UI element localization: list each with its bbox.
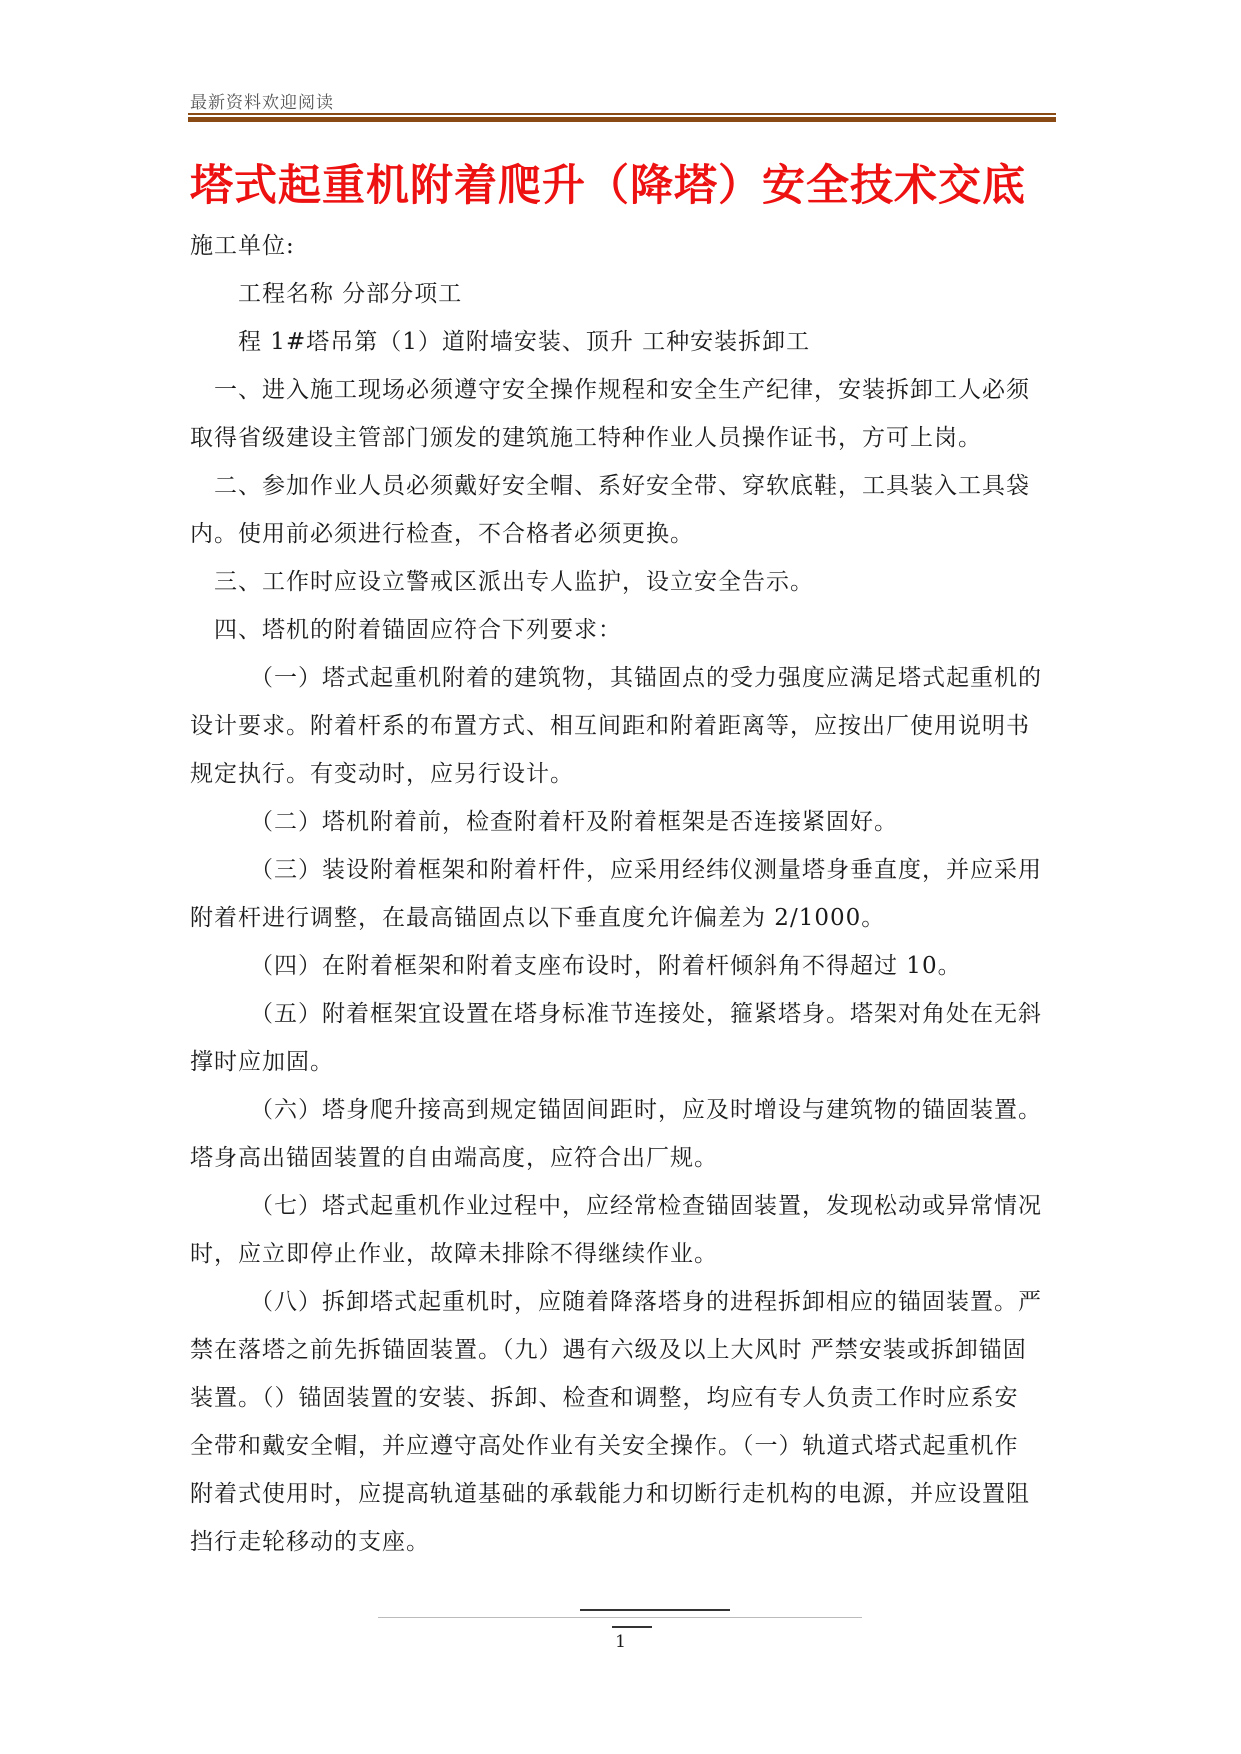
unit-label: 施工单位: bbox=[190, 233, 295, 259]
paragraph-1-line-2: 取得省级建设主管部门颁发的建筑施工特种作业人员操作证书，方可上岗。 bbox=[190, 425, 982, 451]
subitem-4-line-1: （四）在附着框架和附着支座布设时，附着杆倾斜角不得超过 10。 bbox=[250, 953, 962, 979]
footer-rule-short bbox=[580, 1609, 730, 1611]
subitem-5-line-2: 撑时应加固。 bbox=[190, 1049, 334, 1075]
subitem-8-line-1: （八）拆卸塔式起重机时，应随着降落塔身的进程拆卸相应的锚固装置。严 bbox=[250, 1289, 1042, 1315]
document-body bbox=[190, 222, 1060, 1566]
subitem-5-line-1: （五）附着框架宜设置在塔身标准节连接处，箍紧塔身。塔架对角处在无斜 bbox=[250, 1001, 1042, 1027]
subitem-7-line-2: 时，应立即停止作业，故障未排除不得继续作业。 bbox=[190, 1241, 718, 1267]
subitem-8-line-2: 禁在落塔之前先拆锚固装置。（九）遇有六级及以上大风时 严禁安装或拆卸锚固 bbox=[190, 1337, 1027, 1363]
subitem-6-line-2: 塔身高出锚固装置的自由端高度，应符合出厂规。 bbox=[190, 1145, 718, 1171]
subitem-1-line-1: （一）塔式起重机附着的建筑物，其锚固点的受力强度应满足塔式起重机的 bbox=[250, 665, 1042, 691]
page-number: 1 bbox=[615, 1632, 626, 1652]
project-line-2: 程 1#塔吊第（1）道附墙安装、顶升 工种安装拆卸工 bbox=[238, 329, 811, 355]
subitem-8-line-6: 挡行走轮移动的支座。 bbox=[190, 1529, 430, 1555]
header-note: 最新资料欢迎阅读 bbox=[190, 93, 334, 113]
document-title: 塔式起重机附着爬升（降塔）安全技术交底 bbox=[190, 161, 1026, 211]
subitem-3-line-1: （三）装设附着框架和附着杆件，应采用经纬仪测量塔身垂直度，并应采用 bbox=[250, 857, 1042, 883]
subitem-1-line-2: 设计要求。附着杆系的布置方式、相互间距和附着距离等，应按出厂使用说明书 bbox=[190, 713, 1030, 739]
subitem-8-line-4: 全带和戴安全帽，并应遵守高处作业有关安全操作。（一）轨道式塔式起重机作 bbox=[190, 1433, 1019, 1459]
header-rule-thick bbox=[188, 117, 1056, 122]
subitem-2-line-1: （二）塔机附着前，检查附着杆及附着框架是否连接紧固好。 bbox=[250, 809, 898, 835]
subitem-8-line-5: 附着式使用时，应提高轨道基础的承载能力和切断行走机构的电源，并应设置阻 bbox=[190, 1481, 1030, 1507]
paragraph-4-line-1: 四、塔机的附着锚固应符合下列要求： bbox=[214, 617, 622, 643]
subitem-1-line-3: 规定执行。有变动时，应另行设计。 bbox=[190, 761, 574, 787]
subitem-8-line-3: 装置。（）锚固装置的安装、拆卸、检查和调整，均应有专人负责工作时应系安 bbox=[190, 1385, 1019, 1411]
subitem-6-line-1: （六）塔身爬升接高到规定锚固间距时，应及时增设与建筑物的锚固装置。 bbox=[250, 1097, 1042, 1123]
subitem-3-line-2: 附着杆进行调整，在最高锚固点以下垂直度允许偏差为 2/1000。 bbox=[190, 905, 886, 931]
paragraph-2-line-2: 内。使用前必须进行检查，不合格者必须更换。 bbox=[190, 521, 694, 547]
paragraph-1-line-1: 一、进入施工现场必须遵守安全操作规程和安全生产纪律，安装拆卸工人必须 bbox=[214, 377, 1030, 403]
footer-rule-long bbox=[378, 1617, 862, 1618]
paragraph-3-line-1: 三、工作时应设立警戒区派出专人监护，设立安全告示。 bbox=[214, 569, 814, 595]
paragraph-2-line-1: 二、参加作业人员必须戴好安全帽、系好安全带、穿软底鞋，工具装入工具袋 bbox=[214, 473, 1030, 499]
project-line-1: 工程名称 分部分项工 bbox=[238, 281, 463, 307]
header-rule-thin bbox=[188, 113, 1056, 115]
footer-rule-mark bbox=[612, 1626, 652, 1628]
subitem-7-line-1: （七）塔式起重机作业过程中，应经常检查锚固装置，发现松动或异常情况 bbox=[250, 1193, 1042, 1219]
